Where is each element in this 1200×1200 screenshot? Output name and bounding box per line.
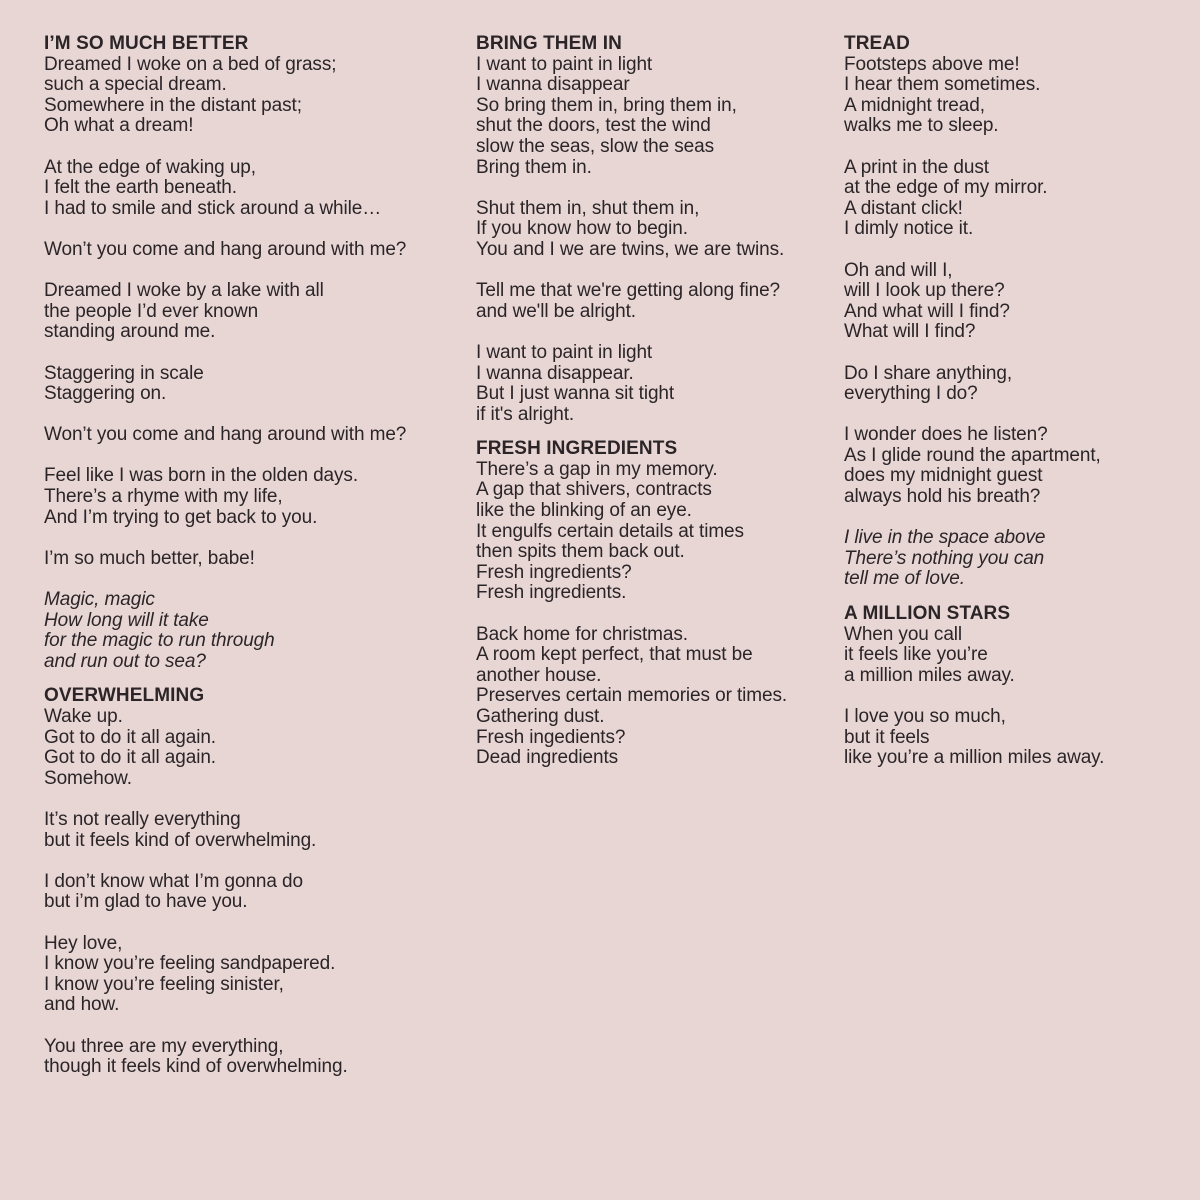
lyric-line: I want to paint in light [476, 53, 653, 75]
lyric-line: Dreamed I woke on a bed of grass; [44, 53, 337, 75]
lyric-line: If you know how to begin. [476, 218, 688, 240]
lyric-line: But I just wanna sit tight [476, 383, 675, 405]
lyric-line: if it's alright. [476, 403, 575, 425]
lyric-line: I love you so much, [844, 706, 1006, 727]
lyric-line: You and I we are twins, we are twins. [476, 238, 785, 260]
song-block [44, 686, 454, 1077]
stanza [44, 934, 454, 1016]
lyric-line: walks me to sleep. [844, 115, 999, 137]
lyric-line: the people I’d ever known [44, 300, 259, 322]
lyric-line: I know you’re feeling sandpapered. [44, 953, 336, 975]
stanza [844, 425, 1184, 507]
stanza [476, 460, 836, 604]
stanza [44, 281, 454, 343]
lyric-line: Gathering dust. [476, 706, 605, 727]
lyric-line: Staggering in scale [44, 362, 204, 384]
lyric-line: There’s a gap in my memory. [476, 458, 718, 480]
song-block [44, 34, 454, 672]
stanza [44, 240, 454, 261]
lyric-line: another house. [476, 664, 602, 686]
lyric-line: Got to do it all again. [44, 726, 216, 748]
lyric-line: I felt the earth beneath. [44, 177, 237, 199]
refrain-stanza [44, 590, 454, 672]
lyric-line: does my midnight guest [844, 465, 1043, 487]
stanza [476, 55, 836, 179]
lyric-line: A gap that shivers, contracts [476, 479, 712, 501]
lyric-line: Dreamed I woke by a lake with all [44, 280, 324, 302]
song-title: BRING THEM IN [476, 33, 622, 54]
stanza [44, 707, 454, 789]
lyric-line: Dead ingredients [476, 747, 619, 769]
lyric-line: it feels like you’re [844, 644, 988, 666]
song-title: OVERWHELMING [44, 685, 205, 707]
lyric-line: As I glide round the apartment, [844, 444, 1101, 466]
lyric-line: Fresh ingedients? [476, 726, 626, 748]
song-block [476, 34, 836, 425]
lyric-line: Staggering on. [44, 383, 167, 405]
lyric-line: I want to paint in light [476, 341, 653, 363]
lyric-line: A room kept perfect, that must be [476, 644, 753, 666]
lyric-line: Hey love, [44, 932, 123, 954]
lyric-line: and how. [44, 994, 120, 1016]
lyric-line: Fresh ingredients. [476, 582, 627, 604]
lyric-line: Wake up. [44, 706, 123, 727]
lyric-line: Back home for christmas. [476, 623, 688, 645]
stanza [44, 364, 454, 405]
lyric-line: but i’m glad to have you. [44, 891, 248, 913]
lyric-line: standing around me. [44, 321, 216, 343]
lyrics-column-1 [44, 34, 454, 1092]
stanza [44, 466, 454, 528]
song-block [476, 439, 836, 769]
lyric-line: I wanna disappear. [476, 362, 634, 384]
lyric-line: Won’t you come and hang around with me? [44, 238, 407, 260]
stanza [844, 261, 1184, 343]
lyric-line: There’s a rhyme with my life, [44, 486, 283, 508]
stanza [476, 199, 836, 261]
lyric-line: though it feels kind of overwhelming. [44, 1056, 348, 1078]
lyric-line: At the edge of waking up, [44, 156, 256, 178]
lyric-line: Somehow. [44, 767, 132, 789]
lyric-line: such a special dream. [44, 74, 227, 96]
lyric-line: like the blinking of an eye. [476, 500, 692, 522]
lyric-line: There’s nothing you can [844, 547, 1045, 569]
song-block [844, 604, 1184, 769]
lyric-line: at the edge of my mirror. [844, 177, 1048, 199]
stanza [844, 364, 1184, 405]
lyric-line: a million miles away. [844, 664, 1015, 686]
song-title: A MILLION STARS [844, 603, 1011, 625]
lyric-line: I live in the space above [844, 527, 1046, 549]
lyric-line: It engulfs certain details at times [476, 520, 744, 542]
lyric-line: So bring them in, bring them in, [476, 94, 737, 116]
lyric-line: then spits them back out. [476, 541, 685, 563]
lyric-line: It’s not really everything [44, 808, 241, 830]
refrain-stanza [844, 528, 1184, 590]
lyric-line: but it feels kind of overwhelming. [44, 829, 317, 851]
lyric-line: I wanna disappear [476, 74, 630, 96]
lyric-line: and we'll be alright. [476, 300, 636, 322]
lyric-line: I had to smile and stick around a while… [44, 197, 382, 219]
stanza [844, 707, 1184, 769]
lyric-line: tell me of love. [844, 568, 965, 590]
lyric-line: Magic, magic [44, 589, 155, 611]
lyric-line: I hear them sometimes. [844, 74, 1041, 96]
stanza [44, 810, 454, 851]
lyric-line: Bring them in. [476, 156, 592, 178]
lyric-line: Feel like I was born in the olden days. [44, 465, 358, 487]
stanza [44, 1037, 454, 1078]
lyric-line: everything I do? [844, 383, 978, 405]
lyric-line: I dimly notice it. [844, 218, 974, 240]
lyric-line: What will I find? [844, 321, 976, 343]
song-title: I’M SO MUCH BETTER [44, 33, 249, 54]
song-block [844, 34, 1184, 590]
stanza [844, 55, 1184, 137]
stanza [476, 343, 836, 425]
stanza [44, 55, 454, 137]
lyric-line: And I’m trying to get back to you. [44, 506, 318, 528]
lyric-line: Won’t you come and hang around with me? [44, 424, 407, 446]
lyric-line: will I look up there? [844, 280, 1005, 302]
lyric-line: but it feels [844, 726, 930, 748]
lyric-line: Do I share anything, [844, 362, 1013, 384]
lyrics-column-3 [844, 34, 1184, 783]
lyric-line: Footsteps above me! [844, 53, 1020, 75]
lyric-line: A distant click! [844, 197, 963, 219]
song-title: TREAD [844, 33, 910, 54]
stanza [844, 625, 1184, 687]
stanza [476, 625, 836, 769]
lyric-line: always hold his breath? [844, 486, 1041, 508]
lyric-line: I don’t know what I’m gonna do [44, 870, 303, 892]
lyric-line: You three are my everything, [44, 1035, 284, 1057]
stanza [44, 549, 454, 570]
lyric-line: slow the seas, slow the seas [476, 135, 714, 157]
lyric-line: Fresh ingredients? [476, 561, 632, 583]
stanza [44, 872, 454, 913]
lyric-line: Tell me that we're getting along fine? [476, 280, 781, 302]
lyric-line: I’m so much better, babe! [44, 547, 255, 569]
lyric-line: I know you’re feeling sinister, [44, 973, 284, 995]
lyric-line: Got to do it all again. [44, 747, 216, 769]
lyrics-column-2 [476, 34, 836, 783]
stanza [44, 425, 454, 446]
lyric-line: When you call [844, 623, 963, 645]
lyric-line: A midnight tread, [844, 94, 985, 116]
lyric-line: for the magic to run through [44, 630, 275, 652]
song-title: FRESH INGREDIENTS [476, 438, 678, 460]
stanza [476, 281, 836, 322]
lyric-line: A print in the dust [844, 156, 989, 178]
lyric-line: Preserves certain memories or times. [476, 685, 788, 707]
lyric-line: and run out to sea? [44, 650, 206, 672]
stanza [44, 158, 454, 220]
lyric-line: Shut them in, shut them in, [476, 197, 700, 219]
lyric-line: And what will I find? [844, 300, 1010, 322]
lyric-line: Somewhere in the distant past; [44, 94, 302, 116]
lyric-line: How long will it take [44, 609, 209, 631]
stanza [844, 158, 1184, 240]
lyric-line: like you’re a million miles away. [844, 747, 1105, 769]
lyric-line: shut the doors, test the wind [476, 115, 711, 137]
lyric-line: Oh and will I, [844, 259, 953, 281]
lyric-line: I wonder does he listen? [844, 424, 1048, 446]
lyric-line: Oh what a dream! [44, 115, 194, 137]
